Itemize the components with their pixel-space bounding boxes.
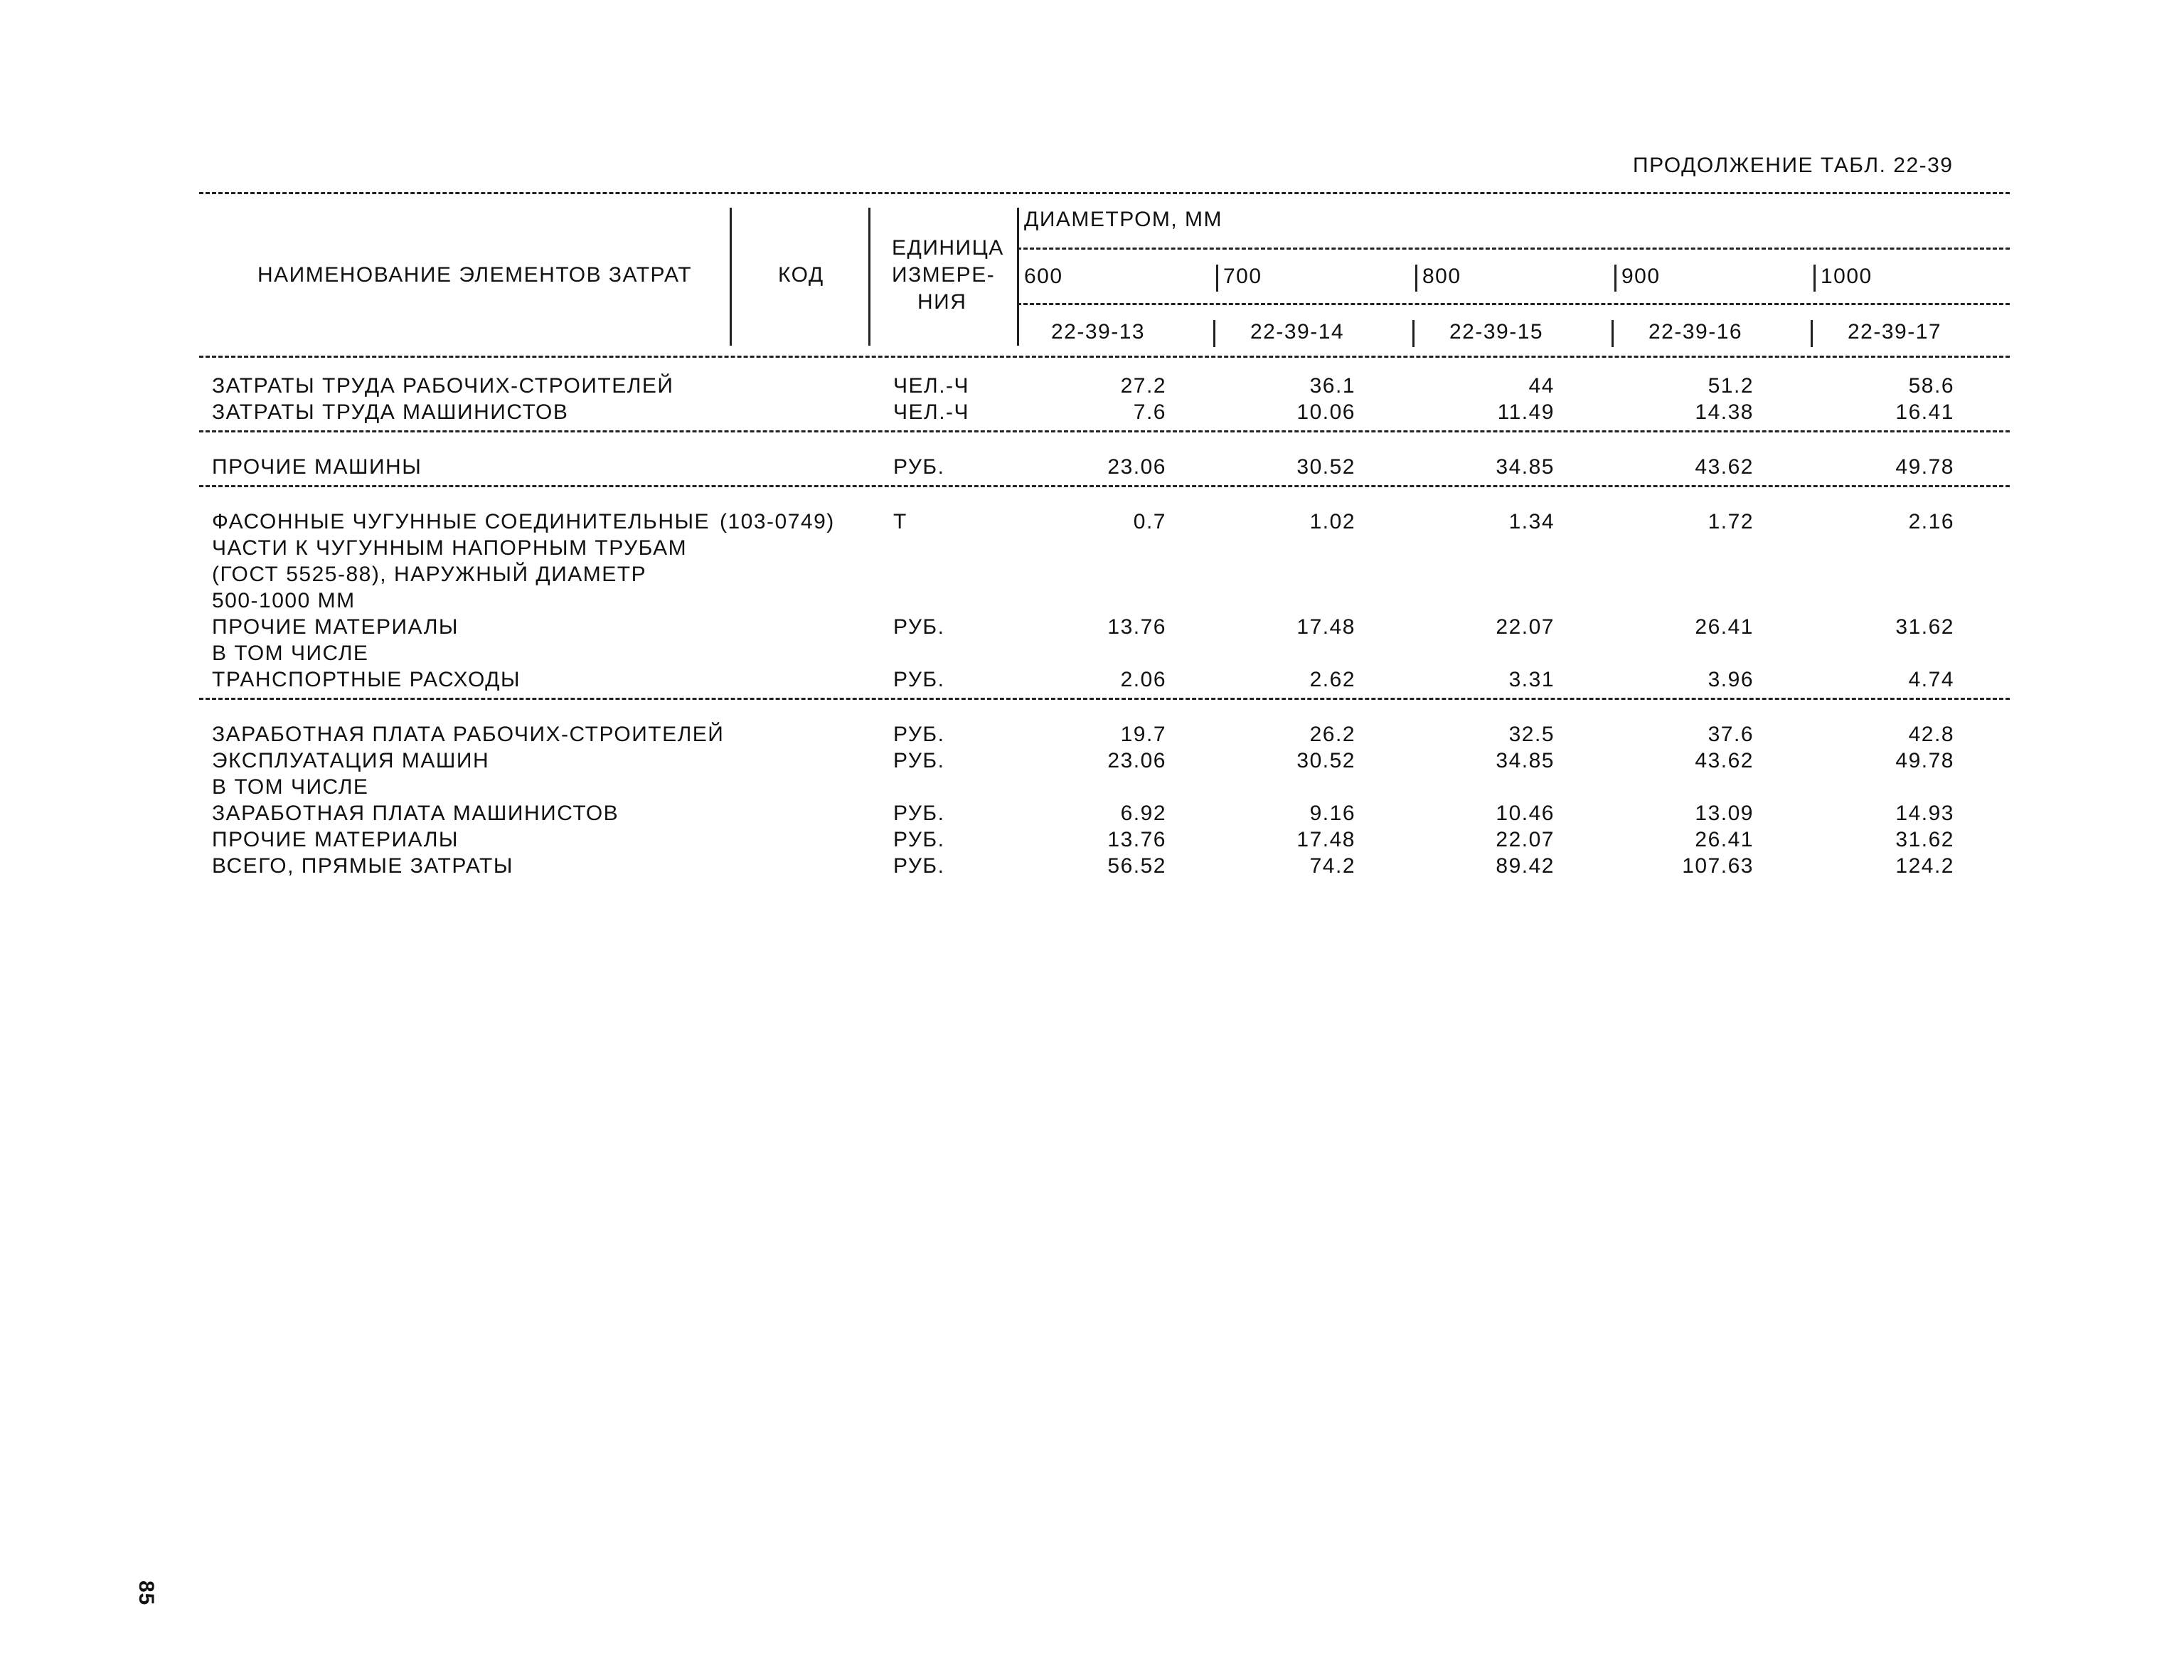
header-size: 1000 (1821, 265, 1873, 288)
row-name: ПРОЧИЕ МАТЕРИАЛЫ (212, 615, 459, 639)
row-value: 14.38 (1695, 400, 1754, 424)
row-name: В ТОМ ЧИСЛЕ (212, 642, 369, 665)
row-name: ЗАРАБОТНАЯ ПЛАТА МАШИНИСТОВ (212, 802, 619, 825)
row-value: 42.8 (1908, 723, 1954, 746)
code-separator (1213, 320, 1215, 347)
row-value: 1.02 (1309, 510, 1355, 533)
row-name: ФАСОННЫЕ ЧУГУННЫЕ СОЕДИНИТЕЛЬНЫЕ (212, 510, 710, 533)
row-value: 34.85 (1496, 749, 1555, 772)
row-unit: РУБ. (893, 668, 945, 691)
header-bottom-rule (199, 356, 2010, 358)
row-name: ПРОЧИЕ МАТЕРИАЛЫ (212, 828, 459, 851)
section-rule (199, 485, 2010, 487)
size-separator (1415, 265, 1417, 292)
row-value: 74.2 (1309, 854, 1355, 878)
row-unit: ЧЕЛ.-Ч (893, 400, 970, 424)
header-size: 900 (1621, 265, 1661, 288)
row-name: (ГОСТ 5525-88), НАРУЖНЫЙ ДИАМЕТР (212, 563, 647, 586)
header-separator (868, 208, 870, 346)
row-unit: РУБ. (893, 615, 945, 639)
row-value: 56.52 (1107, 854, 1166, 878)
row-value: 34.85 (1496, 455, 1555, 479)
row-value: 31.62 (1895, 615, 1954, 639)
row-value: 17.48 (1296, 615, 1355, 639)
row-unit: РУБ. (893, 854, 945, 878)
header-unit-line: НИЯ (917, 290, 967, 314)
row-value: 44 (1528, 374, 1555, 398)
header-code: КОД (778, 263, 824, 287)
row-name: ЭКСПЛУАТАЦИЯ МАШИН (212, 749, 490, 772)
row-name: ЗАРАБОТНАЯ ПЛАТА РАБОЧИХ-СТРОИТЕЛЕЙ (212, 723, 725, 746)
header-name: НАИМЕНОВАНИЕ ЭЛЕМЕНТОВ ЗАТРАТ (257, 263, 693, 287)
row-name: 500-1000 ММ (212, 589, 356, 612)
row-value: 89.42 (1496, 854, 1555, 878)
row-value: 124.2 (1895, 854, 1954, 878)
header-size: 600 (1024, 265, 1063, 288)
row-value: 2.62 (1309, 668, 1355, 691)
top-rule (199, 192, 2010, 194)
header-separator (730, 208, 732, 346)
row-value: 32.5 (1508, 723, 1555, 746)
code-separator (1612, 320, 1614, 347)
code-separator (1412, 320, 1415, 347)
row-value: 16.41 (1895, 400, 1954, 424)
row-value: 43.62 (1695, 749, 1754, 772)
size-separator (1813, 265, 1816, 292)
header-unit-line: ЕДИНИЦА (892, 236, 1004, 260)
row-value: 107.63 (1682, 854, 1754, 878)
row-value: 49.78 (1895, 455, 1954, 479)
row-name: ЧАСТИ К ЧУГУННЫМ НАПОРНЫМ ТРУБАМ (212, 536, 688, 560)
row-value: 9.16 (1309, 802, 1355, 825)
row-value: 31.62 (1895, 828, 1954, 851)
row-value: 13.76 (1107, 828, 1166, 851)
header-size: 700 (1223, 265, 1262, 288)
row-value: 2.16 (1908, 510, 1954, 533)
row-unit: РУБ. (893, 723, 945, 746)
row-value: 4.74 (1908, 668, 1954, 691)
row-value: 13.09 (1695, 802, 1754, 825)
size-rule (1017, 303, 2010, 305)
header-diameter: ДИАМЕТРОМ, ММ (1024, 208, 1223, 231)
row-value: 1.72 (1708, 510, 1754, 533)
header-col-code: 22-39-15 (1449, 320, 1544, 344)
header-col-code: 22-39-16 (1648, 320, 1743, 344)
code-separator (1811, 320, 1813, 347)
header-col-code: 22-39-17 (1848, 320, 1942, 344)
row-value: 2.06 (1120, 668, 1166, 691)
row-value: 23.06 (1107, 749, 1166, 772)
row-value: 22.07 (1496, 828, 1555, 851)
header-col-code: 22-39-14 (1250, 320, 1345, 344)
row-value: 26.41 (1695, 828, 1754, 851)
row-name: ТРАНСПОРТНЫЕ РАСХОДЫ (212, 668, 521, 691)
row-name: ПРОЧИЕ МАШИНЫ (212, 455, 422, 479)
header-size: 800 (1422, 265, 1461, 288)
row-value: 58.6 (1908, 374, 1954, 398)
size-separator (1614, 265, 1616, 292)
size-separator (1216, 265, 1218, 292)
header-separator (1017, 208, 1019, 346)
row-name: ВСЕГО, ПРЯМЫЕ ЗАТРАТЫ (212, 854, 513, 878)
row-unit: РУБ. (893, 802, 945, 825)
row-unit: Т (893, 510, 907, 533)
row-value: 10.46 (1496, 802, 1555, 825)
row-value: 6.92 (1120, 802, 1166, 825)
row-value: 19.7 (1120, 723, 1166, 746)
row-unit: РУБ. (893, 828, 945, 851)
row-value: 13.76 (1107, 615, 1166, 639)
row-value: 43.62 (1695, 455, 1754, 479)
row-value: 14.93 (1895, 802, 1954, 825)
row-value: 23.06 (1107, 455, 1166, 479)
row-value: 26.41 (1695, 615, 1754, 639)
row-value: 11.49 (1497, 400, 1555, 424)
diameter-rule (1017, 248, 2010, 250)
row-value: 36.1 (1309, 374, 1355, 398)
row-value: 0.7 (1133, 510, 1166, 533)
section-rule (199, 430, 2010, 432)
row-value: 22.07 (1496, 615, 1555, 639)
section-rule (199, 698, 2010, 700)
header-col-code: 22-39-13 (1051, 320, 1146, 344)
row-value: 30.52 (1296, 749, 1355, 772)
row-value: 51.2 (1708, 374, 1754, 398)
row-name: В ТОМ ЧИСЛЕ (212, 775, 369, 799)
row-name: ЗАТРАТЫ ТРУДА РАБОЧИХ-СТРОИТЕЛЕЙ (212, 374, 674, 398)
continuation-label: ПРОДОЛЖЕНИЕ ТАБЛ. 22-39 (1633, 154, 1954, 177)
row-value: 17.48 (1296, 828, 1355, 851)
row-value: 7.6 (1133, 400, 1166, 424)
row-value: 1.34 (1508, 510, 1555, 533)
row-value: 30.52 (1296, 455, 1355, 479)
row-value: 26.2 (1309, 723, 1355, 746)
row-value: 27.2 (1120, 374, 1166, 398)
row-code: (103-0749) (720, 510, 835, 533)
row-value: 3.31 (1508, 668, 1555, 691)
row-value: 49.78 (1895, 749, 1954, 772)
row-value: 10.06 (1296, 400, 1355, 424)
row-name: ЗАТРАТЫ ТРУДА МАШИНИСТОВ (212, 400, 569, 424)
row-value: 3.96 (1708, 668, 1754, 691)
row-value: 37.6 (1708, 723, 1754, 746)
row-unit: ЧЕЛ.-Ч (893, 374, 970, 398)
row-unit: РУБ. (893, 455, 945, 479)
header-unit-line: ИЗМЕРЕ- (892, 263, 996, 287)
row-unit: РУБ. (893, 749, 945, 772)
page-number: 85 (134, 1580, 158, 1606)
